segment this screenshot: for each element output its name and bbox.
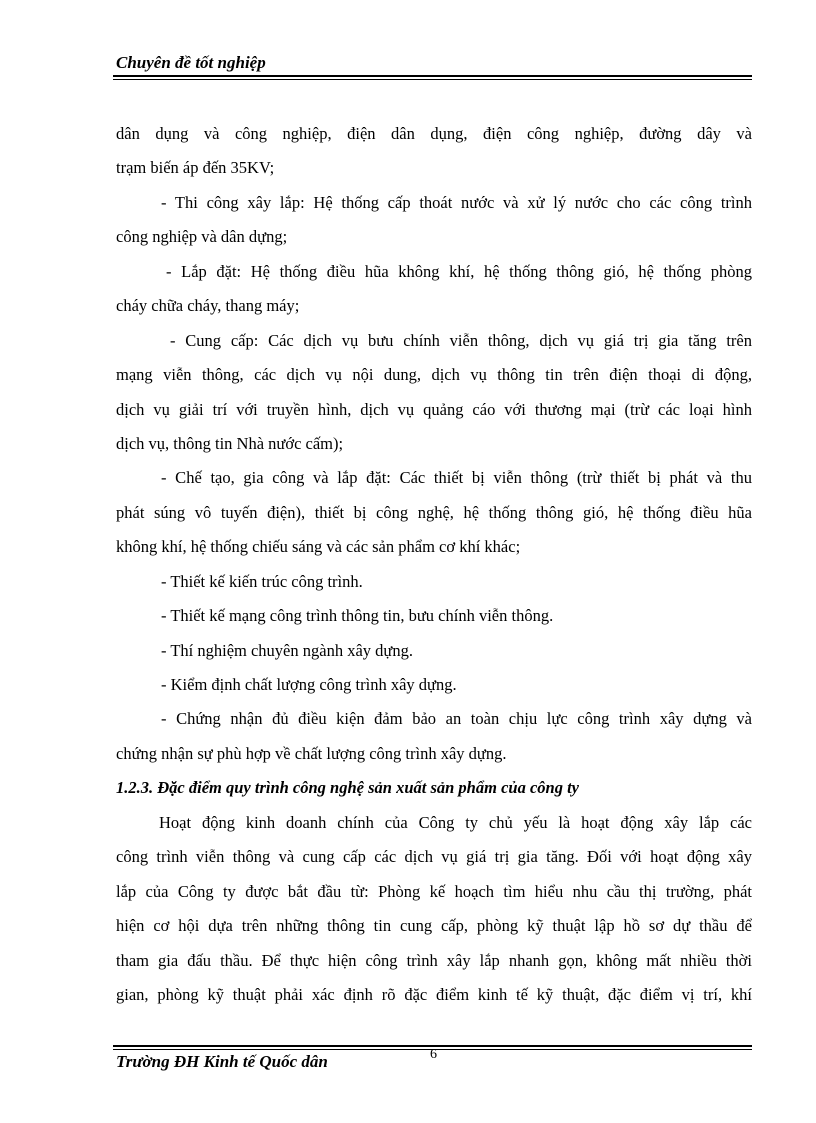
paragraph-line: hiện cơ hội dựa trên những thông tin cung cấp, phòng kỹ thuật lập hồ sơ dự thầu để — [116, 916, 752, 935]
body-line: - Chứng nhận đủ điều kiện đảm bảo an toàn chịu lực công trình xây dựng và — [161, 709, 752, 728]
body-line: trạm biến áp đến 35KV; — [116, 158, 275, 177]
paragraph-line: lắp của Công ty được bắt đầu từ: Phòng kế hoạch tìm hiểu nhu cầu thị trường, phát — [116, 882, 752, 901]
paragraph-line: tham gia đấu thầu. Để thực hiện công trình xây lắp nhanh gọn, không mất nhiều thời — [116, 951, 752, 970]
body-line: mạng viễn thông, các dịch vụ nội dung, dịch vụ thông tin trên điện thoại di động, — [116, 365, 752, 384]
body-line: - Thí nghiệm chuyên ngành xây dựng. — [161, 641, 413, 660]
body-line: công nghiệp và dân dựng; — [116, 227, 288, 246]
body-line: - Cung cấp: Các dịch vụ bưu chính viễn thông, dịch vụ giá trị gia tăng trên — [170, 331, 752, 350]
footer-school-name: Trường ĐH Kinh tế Quốc dân — [116, 1052, 328, 1071]
body-line: - Chế tạo, gia công và lắp đặt: Các thiết bị viễn thông (trừ thiết bị phát và thu — [161, 468, 752, 487]
body-line: cháy chữa cháy, thang máy; — [116, 296, 300, 315]
header-rule — [113, 75, 752, 77]
body-line: - Kiểm định chất lượng công trình xây dựng. — [161, 675, 457, 694]
paragraph-line: công trình viễn thông và cung cấp các dịch vụ giá trị gia tăng. Đối với hoạt động xây — [116, 847, 752, 866]
body-line: - Thiết kế mạng công trình thông tin, bưu chính viễn thông. — [161, 606, 554, 625]
body-line: - Thi công xây lắp: Hệ thống cấp thoát nước và xử lý nước cho các công trình — [161, 193, 752, 212]
paragraph-line: Hoạt động kinh doanh chính của Công ty chủ yếu là hoạt động xây lắp các — [159, 813, 752, 832]
body-line: không khí, hệ thống chiếu sáng và các sản phẩm cơ khí khác; — [116, 537, 521, 556]
body-line: - Thiết kế kiến trúc công trình. — [161, 572, 363, 591]
document-header-title: Chuyên đề tốt nghiệp — [116, 53, 266, 72]
body-line: dân dụng và công nghiệp, điện dân dụng, điện công nghiệp, đường dây và — [116, 124, 752, 143]
body-line: phát súng vô tuyến điện), thiết bị công nghệ, hệ thống thông gió, hệ thống điều hũa — [116, 503, 752, 522]
body-line: chứng nhận sự phù hợp về chất lượng công trình xây dựng. — [116, 744, 507, 763]
section-heading: 1.2.3. Đặc điểm quy trình công nghệ sản xuất sản phẩm của công ty — [116, 778, 579, 797]
paragraph-line: gian, phòng kỹ thuật phải xác định rõ đặc điểm kinh tế kỹ thuật, đặc điểm vị trí, khí — [116, 985, 752, 1004]
page-number: 6 — [430, 1047, 437, 1062]
body-line: dịch vụ giải trí với truyền hình, dịch vụ quảng cáo với thương mại (trừ các loại hình — [116, 400, 752, 419]
body-line: dịch vụ, thông tin Nhà nước cấm); — [116, 434, 344, 453]
body-line: - Lắp đặt: Hệ thống điều hũa không khí, hệ thống thông gió, hệ thống phòng — [166, 262, 752, 281]
header-rule-thin — [113, 79, 752, 80]
